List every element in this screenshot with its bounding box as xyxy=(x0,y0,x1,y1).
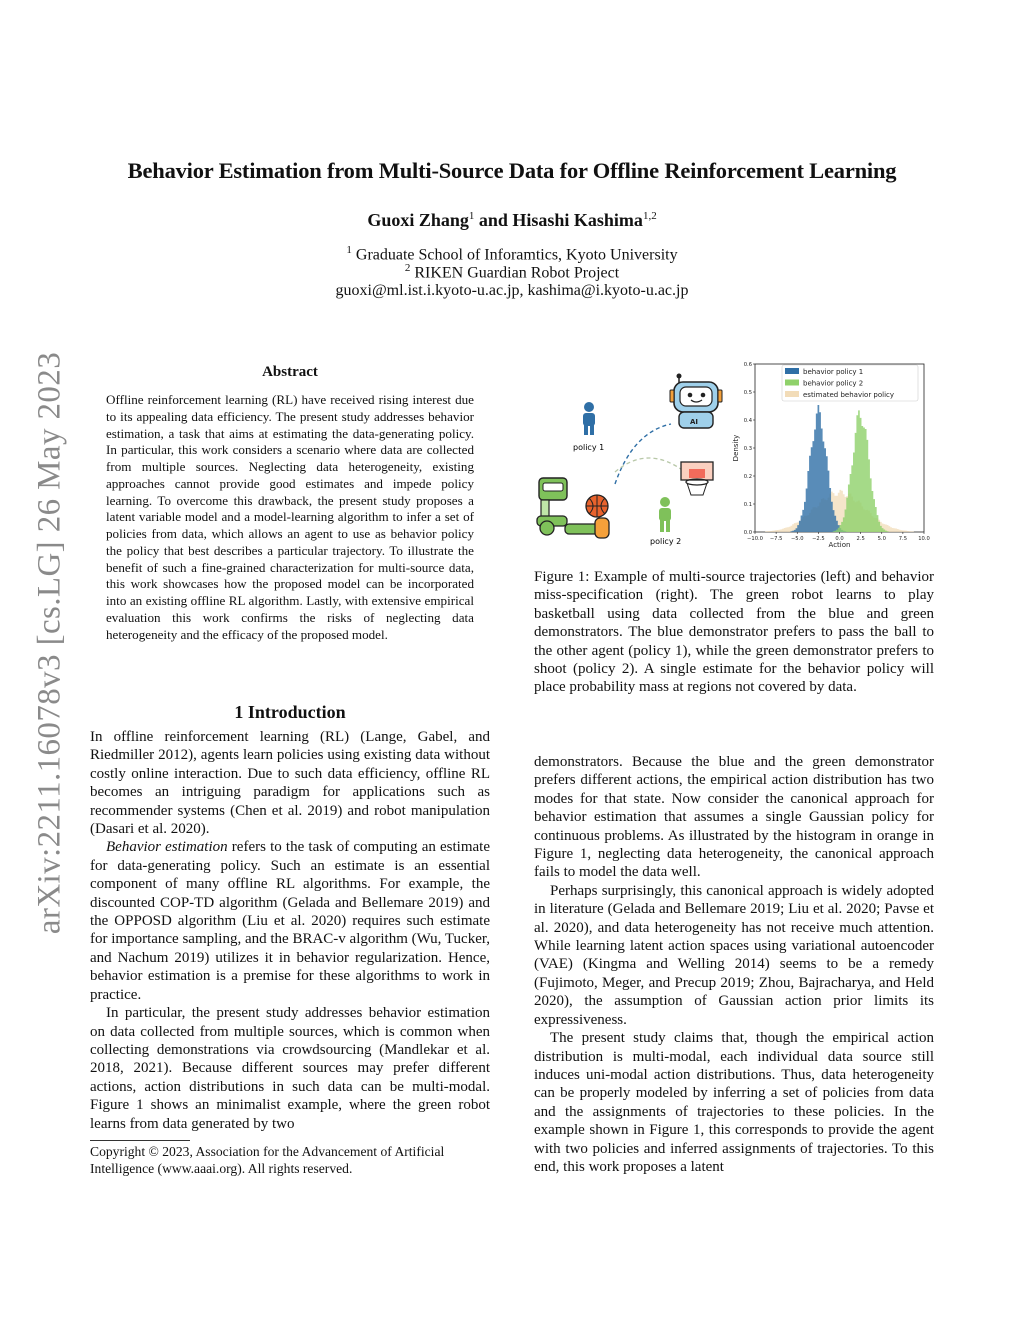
illustration xyxy=(537,374,722,547)
figure-1 xyxy=(533,354,933,560)
x-axis-label: Action xyxy=(828,541,851,549)
figure-1-caption: Figure 1: Example of multi-source trajectories (left) and behavior miss-specification (right). The green robot learns to play basketball using data collected from the blue and green demonstrators. The blue demonstrator prefers to pass the ball to the other agent (policy 1), while the green demonstrator prefers to shoot (policy 2). A single estimate for the behavior policy will place probability mass at regions not covered by data. xyxy=(534,569,934,696)
intro-paragraph-1: In offline reinforcement learning (RL) (Lange, Gabel, and Riedmiller 2012), agents learn policies using existing data without costly online interaction. Due to such data efficiency, offline RL becomes an intriguing paradigm for applications such as recommender systems (Chen et al. 2019) and robot manipulation (Dasari et al. 2020). xyxy=(90,729,490,838)
shoot-trajectory xyxy=(615,458,685,472)
intro-paragraph-2: Behavior estimation refers to the task of computing an estimate for data-generating policy. Such an estimate is an essential component of many offline RL algorithms. For example, the discounted COP-TD algorithm (Gelada and Bellemare 2019) and the OPPOSD algorithm (Liu et al. 2020) requires such estimate for importance sampling, and the BRAC-v algorithm (Wu, Tucker, and Nachum 2019) utilizes it in behavior regularization. Hence, behavior estimation is a premise for these algorithms to work in practice. xyxy=(90,839,490,1003)
policy-2-label: policy 2 xyxy=(650,537,682,546)
y-tick-label: 0.3 xyxy=(743,445,752,452)
author-1-sup: 1 xyxy=(468,210,475,222)
y-tick-label: 0.6 xyxy=(743,361,752,368)
basketball-hoop-icon xyxy=(681,462,713,495)
x-tick-label: 0.0 xyxy=(835,536,844,542)
intro-right-paragraph-3: The present study claims that, though the empirical action distribution is multi-modal, each individual data source still induces uni-modal action distributions. Thus, data heterogeneity can be properly modeled by inferring a set of policies from data and the assignments of trajectories to these policies. In the example shown in Figure 1, this corresponds to provide the agent with two policies and inferred assignments of trajectories. To this end, this work proposes a latent xyxy=(534,1030,934,1175)
footnote-rule xyxy=(90,1140,190,1141)
basketball-icon xyxy=(586,495,608,517)
y-axis-label: Density xyxy=(732,434,740,462)
copyright-footnote: Copyright © 2023, Association for the Advancement of Artificial Intelligence (www.aaai.org). All rights reserved. xyxy=(90,1144,445,1176)
legend-swatch xyxy=(785,380,799,386)
y-tick-label: 0.1 xyxy=(743,501,752,508)
figure-1-svg xyxy=(533,354,933,560)
author-list xyxy=(0,210,1024,231)
intro-left-column xyxy=(90,728,490,1133)
intro-right-column xyxy=(534,753,934,1176)
x-tick-label: 10.0 xyxy=(918,536,930,542)
legend-entry: behavior policy 2 xyxy=(803,379,864,388)
author-1: Guoxi Zhang xyxy=(367,210,469,230)
legend-swatch xyxy=(785,391,799,397)
ai-label: AI xyxy=(690,418,699,426)
affiliation-1: $^1$ Graduate School of Inforamtics, Kyoto University xyxy=(346,244,678,264)
y-tick-label: 0.2 xyxy=(743,473,752,480)
author-2-sup: 1,2 xyxy=(642,210,657,222)
arxiv-id: arXiv:2211.16078v3 [cs.LG] 26 May 2023 xyxy=(31,351,68,935)
intro-right-paragraph-2: Perhaps surprisingly, this canonical approach is widely adopted in literature (Gelada and Bellemare 2019; Liu et al. 2020; Pavse et al. 2020), and data heterogeneity has not receive much attention. While learning latent action spaces using variational autoencoder (VAE) (Kingma and Welling 2014) seems to be a remedy (Fujimoto, Meger, and Precup 2019; Zhou, Bajracharya, and Held 2020), the assumption of Gaussian action prior limits its expressiveness. xyxy=(534,882,934,1028)
ai-robot-icon xyxy=(670,374,722,429)
author-2: Hisashi Kashima xyxy=(512,210,643,230)
intro-heading: 1 Introduction xyxy=(234,702,346,722)
x-tick-label: −10.0 xyxy=(747,536,763,542)
abstract-heading: Abstract xyxy=(262,364,318,380)
x-tick-label: 7.5 xyxy=(898,536,907,542)
x-tick-label: −2.5 xyxy=(812,536,825,542)
y-tick-label: 0.5 xyxy=(743,389,752,396)
histogram-chart xyxy=(732,362,930,549)
legend-entry: behavior policy 1 xyxy=(803,367,864,376)
person-policy-2-icon xyxy=(659,497,671,532)
author-and: and xyxy=(474,210,513,230)
intro-right-paragraph-1: demonstrators. Because the blue and the green demonstrator prefers different actions, the empirical action distribution has two modes for that state. Now consider the canonical approach for behavior estimation that assumes a single Gaussian policy for continuous problems. As illustrated by the histogram in orange in Figure 1, neglecting data heterogeneity, the canonical approach fails to model the data well. xyxy=(534,754,934,881)
paper-title: Behavior Estimation from Multi-Source Data for Offline Reinforcement Learning xyxy=(127,158,897,183)
x-tick-label: −5.0 xyxy=(790,536,804,542)
y-tick-label: 0.0 xyxy=(743,529,752,536)
intro-paragraph-3: In particular, the present study addresses behavior estimation on data collected from multiple sources, which is common when collecting demonstrations via crowdsourcing (Mandlekar et al. 2018, 2021). Because different sources may prefer different actions, action distributions in such data can be multi-modal. Figure 1 shows an minimalist example, where the green robot learns from data generated by two xyxy=(90,1005,490,1132)
pass-trajectory xyxy=(615,424,671,484)
legend-entry: estimated behavior policy xyxy=(803,390,895,399)
x-tick-label: 2.5 xyxy=(856,536,865,542)
x-tick-label: 5.0 xyxy=(877,536,886,542)
affiliation-2: $^2$ RIKEN Guardian Robot Project xyxy=(404,262,620,282)
person-policy-1-icon xyxy=(583,402,595,435)
arxiv-stamp xyxy=(30,347,70,939)
y-tick-label: 0.4 xyxy=(743,417,752,424)
x-tick-label: −7.5 xyxy=(769,536,783,542)
author-emails: guoxi@ml.ist.i.kyoto-u.ac.jp, kashima@i.kyoto-u.ac.jp xyxy=(335,282,689,299)
abstract-text: Offline reinforcement learning (RL) have received rising interest due to its appealing data efficiency. The present study addresses behavior estimation, a task that aims at estimating the data-generating policy. In particular, this work considers a scenario where data are collected from multiple sources. Neglecting data heterogeneity, existing approaches cannot provide good estimates and impede policy learning. To overcome this drawback, the present study proposes a latent variable model and a model-learning algorithm to infer a set of policies from data, which allows an agent to use as behavior policy the policy that best describes a particular trajectory. To illustrate the benefit of such a fine-grained characterization for multi-source data, this work showcases how the proposed model can be incorporated into an existing offline RL algorithm. Lastly, with extensive empirical evaluation this work confirms the risks of neglecting data heterogeneity and the efficacy of the proposed model. xyxy=(106,392,474,642)
legend-swatch xyxy=(785,368,799,374)
policy-1-label: policy 1 xyxy=(573,443,605,452)
